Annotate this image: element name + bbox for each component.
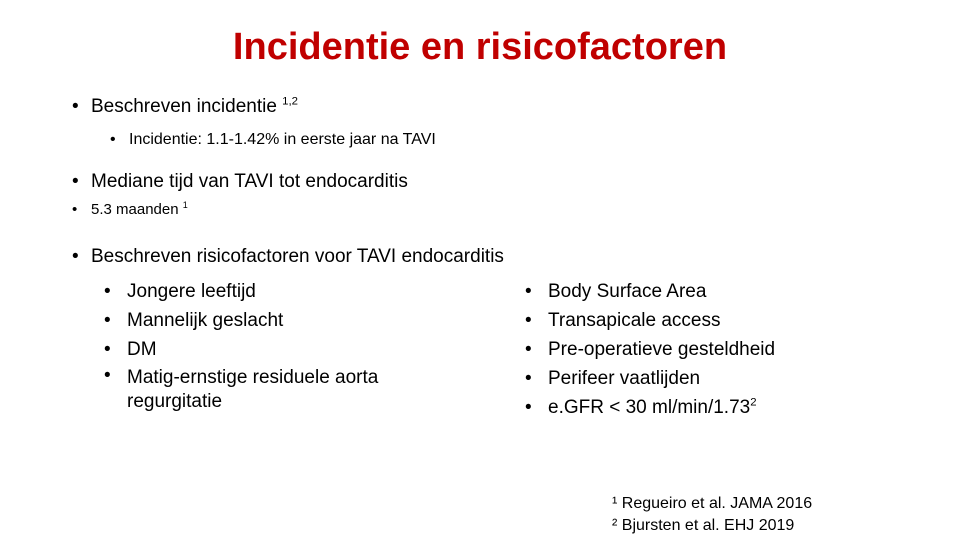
list-item	[104, 277, 424, 306]
bullet-dot: •	[104, 365, 111, 386]
list-item	[104, 335, 424, 364]
incidence-ref: 1,2	[282, 95, 299, 108]
median-text: Mediane tijd van TAVI tot endocarditis	[91, 171, 408, 192]
incidence-text: Beschreven incidentie	[91, 96, 277, 117]
bullet-median	[72, 170, 408, 194]
risk-item-text: Jongere leeftijd	[127, 281, 256, 302]
bullet-dot: •	[525, 397, 532, 418]
slide-title: Incidentie en risicofactoren	[232, 26, 728, 68]
bullet-dot: •	[525, 310, 532, 331]
list-item	[104, 364, 424, 414]
list-item	[104, 306, 424, 335]
bullet-dot: •	[525, 339, 532, 360]
bullet-dot: •	[72, 246, 79, 267]
risk-item-egfr: e.GFR < 30 ml/min/1.73	[548, 397, 751, 418]
risk-heading-text: Beschreven risicofactoren voor TAVI endocarditis	[91, 246, 504, 267]
bullet-dot: •	[72, 171, 79, 192]
list-item	[525, 277, 825, 306]
bullet-incidence	[72, 95, 298, 119]
list-item	[525, 306, 825, 335]
list-item	[525, 364, 825, 393]
bullet-median-value	[72, 200, 188, 220]
bullet-dot: •	[72, 201, 78, 218]
bullet-dot: •	[104, 281, 111, 302]
list-item	[525, 393, 825, 422]
risk-item-text: Pre-operatieve gesteldheid	[548, 339, 776, 360]
bullet-dot: •	[110, 131, 116, 148]
reference-2: ² Bjursten et al. EHJ 2019	[612, 517, 795, 534]
risk-factors-right	[525, 277, 825, 422]
bullet-dot: •	[525, 368, 532, 389]
risk-item-text: Matig-ernstige residuele aorta regurgitatie	[127, 367, 379, 412]
bullet-incidence-detail	[110, 130, 436, 150]
median-ref: 1	[182, 200, 188, 210]
bullet-dot: •	[104, 339, 111, 360]
reference-1: ¹ Regueiro et al. JAMA 2016	[612, 495, 813, 512]
risk-factors-left	[104, 277, 424, 414]
risk-item-text: Mannelijk geslacht	[127, 310, 284, 331]
bullet-dot: •	[104, 310, 111, 331]
risk-item-text: Perifeer vaatlijden	[548, 368, 701, 389]
risk-item-text: Transapicale access	[548, 310, 721, 331]
risk-item-text: Body Surface Area	[548, 281, 707, 302]
risk-item-text: DM	[127, 339, 157, 360]
list-item	[525, 335, 825, 364]
incidence-detail-text: Incidentie: 1.1-1.42% in eerste jaar na TAVI	[129, 131, 436, 148]
median-value-text: 5.3 maanden	[91, 201, 179, 218]
bullet-dot: •	[525, 281, 532, 302]
egfr-ref: 2	[750, 396, 757, 409]
bullet-dot: •	[72, 96, 79, 117]
references	[612, 493, 812, 537]
bullet-risk-heading	[72, 245, 504, 269]
